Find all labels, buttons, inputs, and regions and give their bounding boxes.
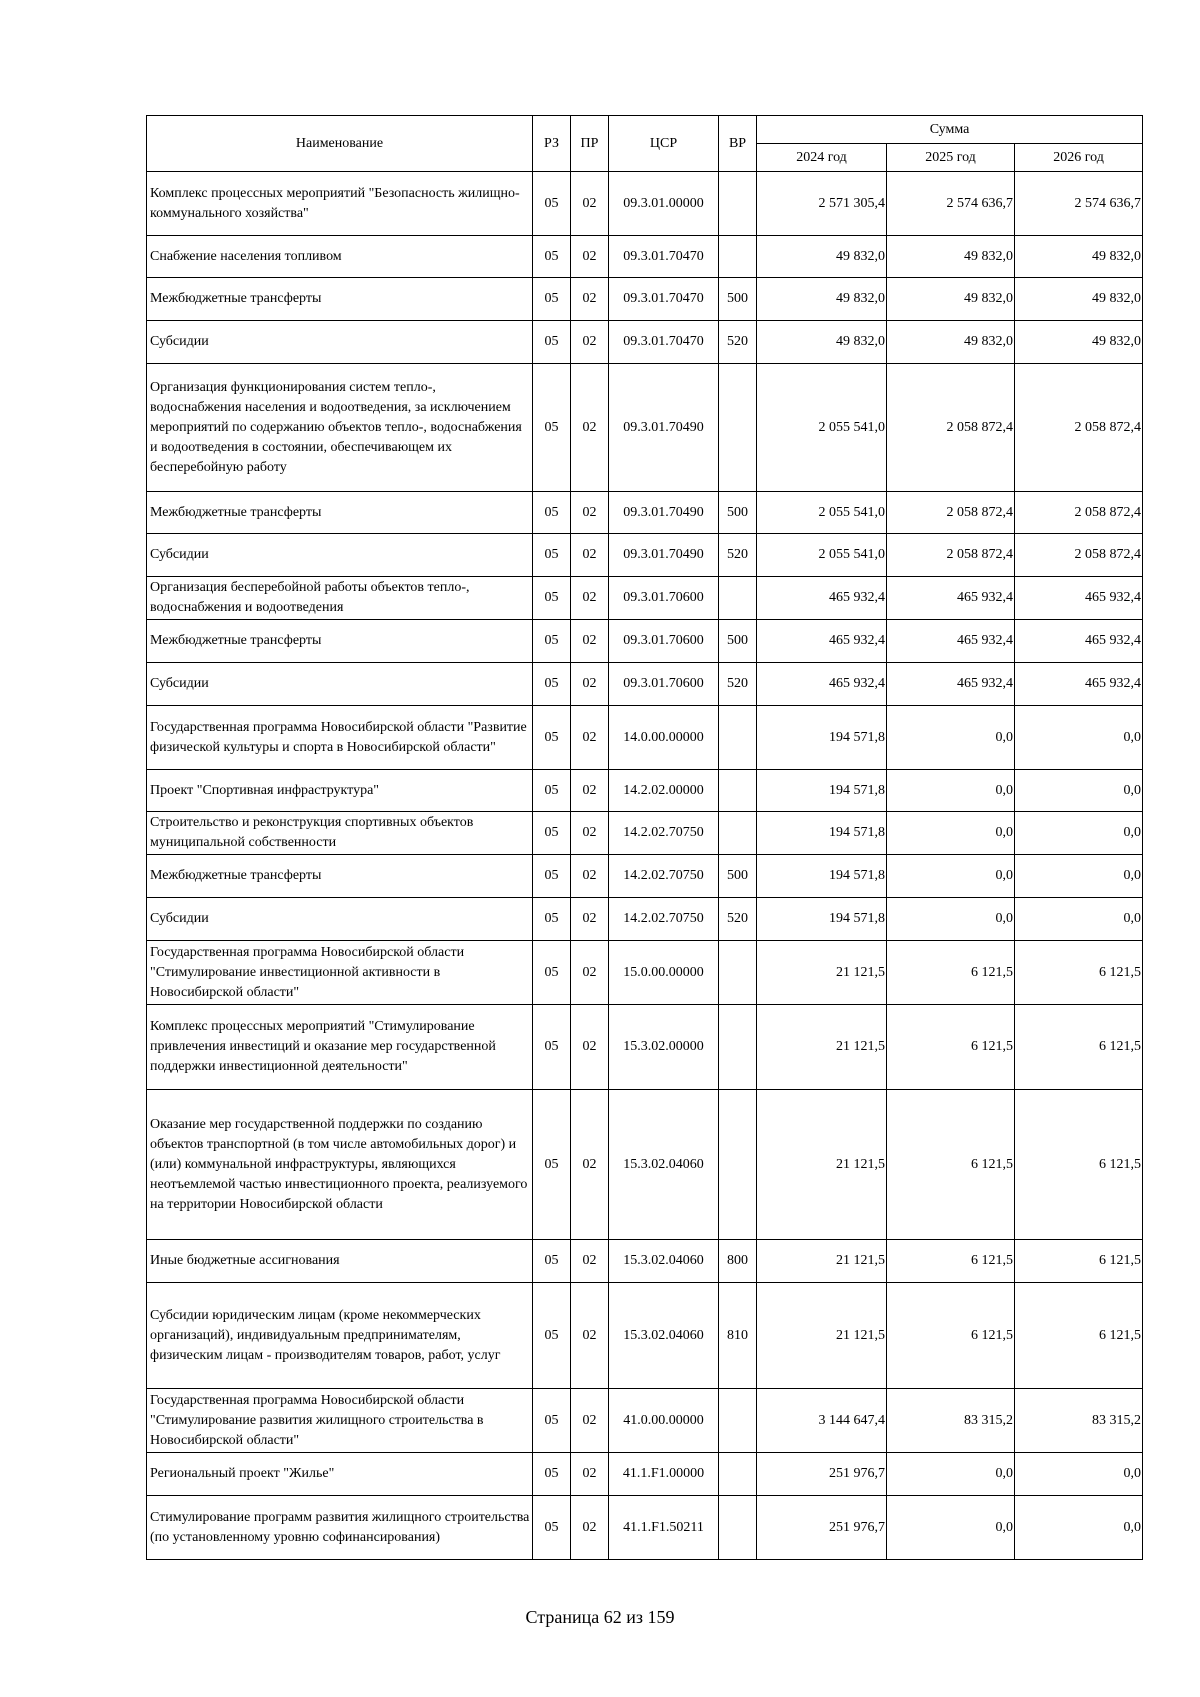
cell-name: Субсидии <box>147 534 533 577</box>
cell-name: Иные бюджетные ассигнования <box>147 1240 533 1283</box>
cell-csr: 09.3.01.70600 <box>609 620 719 663</box>
cell-amount-2025: 0,0 <box>887 812 1015 855</box>
cell-csr: 41.1.F1.00000 <box>609 1453 719 1496</box>
cell-csr: 09.3.01.70490 <box>609 534 719 577</box>
cell-rz: 05 <box>533 620 571 663</box>
cell-name: Государственная программа Новосибирской области "Стимулирование инвестиционной активности в Новосибирской области" <box>147 941 533 1005</box>
cell-vr <box>719 770 757 812</box>
cell-csr: 09.3.01.70470 <box>609 321 719 364</box>
cell-amount-2024: 194 571,8 <box>757 855 887 898</box>
cell-amount-2026: 6 121,5 <box>1015 1240 1143 1283</box>
cell-amount-2025: 0,0 <box>887 855 1015 898</box>
table-row <box>147 236 1143 278</box>
table-row <box>147 812 1143 855</box>
cell-pr: 02 <box>571 364 609 492</box>
cell-rz: 05 <box>533 770 571 812</box>
cell-vr: 810 <box>719 1283 757 1389</box>
cell-pr: 02 <box>571 1283 609 1389</box>
cell-amount-2025: 83 315,2 <box>887 1389 1015 1453</box>
cell-csr: 14.0.00.00000 <box>609 706 719 770</box>
cell-name: Субсидии <box>147 663 533 706</box>
header-sum: Сумма <box>757 116 1143 144</box>
cell-amount-2026: 0,0 <box>1015 706 1143 770</box>
budget-table-container <box>146 115 1142 1560</box>
cell-amount-2024: 21 121,5 <box>757 1090 887 1240</box>
table-row <box>147 706 1143 770</box>
cell-amount-2025: 6 121,5 <box>887 1240 1015 1283</box>
cell-amount-2026: 49 832,0 <box>1015 278 1143 321</box>
table-row <box>147 1453 1143 1496</box>
cell-amount-2024: 21 121,5 <box>757 1240 887 1283</box>
cell-vr: 500 <box>719 278 757 321</box>
cell-amount-2024: 251 976,7 <box>757 1496 887 1560</box>
cell-amount-2026: 0,0 <box>1015 855 1143 898</box>
cell-pr: 02 <box>571 492 609 534</box>
cell-vr: 500 <box>719 855 757 898</box>
cell-amount-2026: 0,0 <box>1015 812 1143 855</box>
table-row <box>147 172 1143 236</box>
cell-csr: 14.2.02.70750 <box>609 898 719 941</box>
cell-rz: 05 <box>533 706 571 770</box>
cell-amount-2025: 0,0 <box>887 1496 1015 1560</box>
cell-pr: 02 <box>571 898 609 941</box>
cell-name: Субсидии <box>147 321 533 364</box>
cell-csr: 09.3.01.70600 <box>609 577 719 620</box>
cell-amount-2026: 6 121,5 <box>1015 1090 1143 1240</box>
cell-pr: 02 <box>571 620 609 663</box>
cell-amount-2026: 0,0 <box>1015 1496 1143 1560</box>
cell-name: Государственная программа Новосибирской области "Развитие физической культуры и спорта в Новосибирской области" <box>147 706 533 770</box>
cell-name: Стимулирование программ развития жилищного строительства (по установленному уровню софинансирования) <box>147 1496 533 1560</box>
cell-amount-2025: 0,0 <box>887 1453 1015 1496</box>
table-row <box>147 855 1143 898</box>
cell-rz: 05 <box>533 534 571 577</box>
cell-vr: 520 <box>719 663 757 706</box>
cell-rz: 05 <box>533 1389 571 1453</box>
header-year-2025: 2025 год <box>887 144 1015 172</box>
cell-csr: 09.3.01.00000 <box>609 172 719 236</box>
cell-rz: 05 <box>533 321 571 364</box>
cell-amount-2024: 21 121,5 <box>757 1283 887 1389</box>
cell-name: Субсидии <box>147 898 533 941</box>
cell-rz: 05 <box>533 855 571 898</box>
cell-amount-2024: 194 571,8 <box>757 706 887 770</box>
cell-rz: 05 <box>533 1090 571 1240</box>
cell-amount-2025: 6 121,5 <box>887 1283 1015 1389</box>
cell-amount-2026: 2 574 636,7 <box>1015 172 1143 236</box>
cell-pr: 02 <box>571 1240 609 1283</box>
cell-pr: 02 <box>571 812 609 855</box>
table-row <box>147 1496 1143 1560</box>
cell-amount-2025: 2 058 872,4 <box>887 534 1015 577</box>
cell-rz: 05 <box>533 941 571 1005</box>
cell-rz: 05 <box>533 1240 571 1283</box>
cell-amount-2025: 2 574 636,7 <box>887 172 1015 236</box>
cell-name: Межбюджетные трансферты <box>147 278 533 321</box>
cell-pr: 02 <box>571 1389 609 1453</box>
cell-amount-2024: 2 571 305,4 <box>757 172 887 236</box>
cell-rz: 05 <box>533 898 571 941</box>
cell-pr: 02 <box>571 236 609 278</box>
cell-amount-2025: 2 058 872,4 <box>887 364 1015 492</box>
table-row <box>147 1283 1143 1389</box>
cell-amount-2025: 0,0 <box>887 706 1015 770</box>
cell-name: Оказание мер государственной поддержки по созданию объектов транспортной (в том числе автомобильных дорог) и (или) коммунальной инфраструктуры, являющихся неотъемлемой частью инвестиционного проекта, реализуемого на территории Новосибирской области <box>147 1090 533 1240</box>
cell-amount-2025: 6 121,5 <box>887 1090 1015 1240</box>
header-csr: ЦСР <box>609 116 719 172</box>
cell-amount-2025: 465 932,4 <box>887 663 1015 706</box>
cell-name: Проект "Спортивная инфраструктура" <box>147 770 533 812</box>
cell-amount-2026: 49 832,0 <box>1015 321 1143 364</box>
cell-vr <box>719 236 757 278</box>
header-pr: ПР <box>571 116 609 172</box>
cell-vr <box>719 706 757 770</box>
cell-amount-2024: 194 571,8 <box>757 770 887 812</box>
cell-amount-2026: 0,0 <box>1015 898 1143 941</box>
cell-vr <box>719 172 757 236</box>
table-row <box>147 620 1143 663</box>
cell-name: Организация функционирования систем тепло-, водоснабжения населения и водоотведения, за исключением мероприятий по содержанию объектов тепло-, водоснабжения и водоотведения в состоянии, обеспечивающем их бесперебойную работу <box>147 364 533 492</box>
cell-amount-2024: 2 055 541,0 <box>757 534 887 577</box>
header-vr: ВР <box>719 116 757 172</box>
cell-vr <box>719 577 757 620</box>
cell-vr <box>719 364 757 492</box>
cell-pr: 02 <box>571 941 609 1005</box>
cell-csr: 15.3.02.04060 <box>609 1090 719 1240</box>
cell-pr: 02 <box>571 1005 609 1090</box>
cell-pr: 02 <box>571 855 609 898</box>
cell-amount-2024: 194 571,8 <box>757 812 887 855</box>
cell-rz: 05 <box>533 236 571 278</box>
cell-vr <box>719 812 757 855</box>
cell-rz: 05 <box>533 364 571 492</box>
cell-amount-2026: 6 121,5 <box>1015 1005 1143 1090</box>
cell-amount-2024: 465 932,4 <box>757 620 887 663</box>
cell-amount-2024: 465 932,4 <box>757 663 887 706</box>
cell-name: Межбюджетные трансферты <box>147 855 533 898</box>
cell-amount-2025: 465 932,4 <box>887 620 1015 663</box>
cell-pr: 02 <box>571 321 609 364</box>
cell-pr: 02 <box>571 770 609 812</box>
table-header <box>147 116 1143 172</box>
cell-amount-2025: 6 121,5 <box>887 1005 1015 1090</box>
cell-amount-2025: 465 932,4 <box>887 577 1015 620</box>
table-row <box>147 278 1143 321</box>
cell-csr: 09.3.01.70490 <box>609 492 719 534</box>
cell-amount-2026: 0,0 <box>1015 770 1143 812</box>
cell-csr: 09.3.01.70600 <box>609 663 719 706</box>
cell-pr: 02 <box>571 706 609 770</box>
cell-amount-2025: 49 832,0 <box>887 321 1015 364</box>
cell-rz: 05 <box>533 1496 571 1560</box>
table-row <box>147 534 1143 577</box>
cell-vr <box>719 1389 757 1453</box>
cell-vr: 500 <box>719 492 757 534</box>
table-row <box>147 577 1143 620</box>
cell-amount-2024: 194 571,8 <box>757 898 887 941</box>
cell-name: Снабжение населения топливом <box>147 236 533 278</box>
cell-csr: 41.0.00.00000 <box>609 1389 719 1453</box>
cell-rz: 05 <box>533 278 571 321</box>
cell-pr: 02 <box>571 663 609 706</box>
table-row <box>147 1005 1143 1090</box>
cell-name: Государственная программа Новосибирской области "Стимулирование развития жилищного строительства в Новосибирской области" <box>147 1389 533 1453</box>
cell-amount-2026: 2 058 872,4 <box>1015 534 1143 577</box>
cell-vr: 800 <box>719 1240 757 1283</box>
cell-amount-2025: 2 058 872,4 <box>887 492 1015 534</box>
cell-amount-2024: 2 055 541,0 <box>757 364 887 492</box>
cell-csr: 15.3.02.04060 <box>609 1240 719 1283</box>
cell-name: Межбюджетные трансферты <box>147 620 533 663</box>
cell-vr <box>719 1090 757 1240</box>
cell-name: Организация бесперебойной работы объектов тепло-, водоснабжения и водоотведения <box>147 577 533 620</box>
header-rz: РЗ <box>533 116 571 172</box>
cell-pr: 02 <box>571 1453 609 1496</box>
cell-csr: 41.1.F1.50211 <box>609 1496 719 1560</box>
cell-amount-2024: 251 976,7 <box>757 1453 887 1496</box>
cell-vr <box>719 1005 757 1090</box>
cell-amount-2026: 0,0 <box>1015 1453 1143 1496</box>
cell-vr: 500 <box>719 620 757 663</box>
table-row <box>147 1090 1143 1240</box>
cell-pr: 02 <box>571 1496 609 1560</box>
cell-amount-2024: 465 932,4 <box>757 577 887 620</box>
table-body <box>147 172 1143 1560</box>
cell-rz: 05 <box>533 492 571 534</box>
cell-amount-2024: 21 121,5 <box>757 941 887 1005</box>
cell-name: Субсидии юридическим лицам (кроме некоммерческих организаций), индивидуальным предпринимателям, физическим лицам - производителям товаров, работ, услуг <box>147 1283 533 1389</box>
cell-name: Межбюджетные трансферты <box>147 492 533 534</box>
cell-vr: 520 <box>719 898 757 941</box>
cell-csr: 09.3.01.70470 <box>609 236 719 278</box>
cell-amount-2026: 49 832,0 <box>1015 236 1143 278</box>
cell-amount-2026: 2 058 872,4 <box>1015 492 1143 534</box>
cell-amount-2024: 49 832,0 <box>757 278 887 321</box>
cell-rz: 05 <box>533 577 571 620</box>
cell-csr: 14.2.02.00000 <box>609 770 719 812</box>
cell-amount-2025: 6 121,5 <box>887 941 1015 1005</box>
header-year-2024: 2024 год <box>757 144 887 172</box>
cell-csr: 14.2.02.70750 <box>609 812 719 855</box>
cell-csr: 09.3.01.70490 <box>609 364 719 492</box>
cell-amount-2026: 6 121,5 <box>1015 941 1143 1005</box>
cell-amount-2025: 0,0 <box>887 770 1015 812</box>
cell-vr: 520 <box>719 321 757 364</box>
table-row <box>147 1389 1143 1453</box>
cell-csr: 15.3.02.00000 <box>609 1005 719 1090</box>
budget-table <box>146 115 1143 1560</box>
cell-amount-2024: 21 121,5 <box>757 1005 887 1090</box>
cell-amount-2024: 49 832,0 <box>757 321 887 364</box>
cell-amount-2024: 3 144 647,4 <box>757 1389 887 1453</box>
table-row <box>147 898 1143 941</box>
cell-csr: 14.2.02.70750 <box>609 855 719 898</box>
cell-csr: 15.3.02.04060 <box>609 1283 719 1389</box>
cell-amount-2026: 465 932,4 <box>1015 620 1143 663</box>
cell-csr: 09.3.01.70470 <box>609 278 719 321</box>
cell-amount-2025: 49 832,0 <box>887 236 1015 278</box>
cell-name: Комплекс процессных мероприятий "Безопасность жилищно-коммунального хозяйства" <box>147 172 533 236</box>
cell-vr <box>719 1453 757 1496</box>
cell-pr: 02 <box>571 172 609 236</box>
page-number: Страница 62 из 159 <box>525 1607 675 1627</box>
cell-amount-2025: 0,0 <box>887 898 1015 941</box>
table-row <box>147 364 1143 492</box>
table-row <box>147 321 1143 364</box>
cell-pr: 02 <box>571 278 609 321</box>
cell-amount-2024: 49 832,0 <box>757 236 887 278</box>
table-row <box>147 941 1143 1005</box>
cell-name: Комплекс процессных мероприятий "Стимулирование привлечения инвестиций и оказание мер государственной поддержки инвестиционной деятельности" <box>147 1005 533 1090</box>
table-row <box>147 663 1143 706</box>
cell-vr <box>719 1496 757 1560</box>
cell-pr: 02 <box>571 534 609 577</box>
cell-vr: 520 <box>719 534 757 577</box>
cell-pr: 02 <box>571 577 609 620</box>
cell-rz: 05 <box>533 812 571 855</box>
cell-name: Региональный проект "Жилье" <box>147 1453 533 1496</box>
cell-amount-2025: 49 832,0 <box>887 278 1015 321</box>
cell-amount-2026: 2 058 872,4 <box>1015 364 1143 492</box>
cell-name: Строительство и реконструкция спортивных объектов муниципальной собственности <box>147 812 533 855</box>
cell-rz: 05 <box>533 1283 571 1389</box>
cell-rz: 05 <box>533 1453 571 1496</box>
cell-amount-2026: 465 932,4 <box>1015 663 1143 706</box>
table-row <box>147 1240 1143 1283</box>
header-name: Наименование <box>147 116 533 172</box>
cell-rz: 05 <box>533 1005 571 1090</box>
table-row <box>147 492 1143 534</box>
cell-rz: 05 <box>533 172 571 236</box>
cell-amount-2026: 465 932,4 <box>1015 577 1143 620</box>
cell-pr: 02 <box>571 1090 609 1240</box>
cell-amount-2026: 6 121,5 <box>1015 1283 1143 1389</box>
cell-rz: 05 <box>533 663 571 706</box>
table-row <box>147 770 1143 812</box>
cell-amount-2026: 83 315,2 <box>1015 1389 1143 1453</box>
cell-csr: 15.0.00.00000 <box>609 941 719 1005</box>
cell-vr <box>719 941 757 1005</box>
header-year-2026: 2026 год <box>1015 144 1143 172</box>
cell-amount-2024: 2 055 541,0 <box>757 492 887 534</box>
